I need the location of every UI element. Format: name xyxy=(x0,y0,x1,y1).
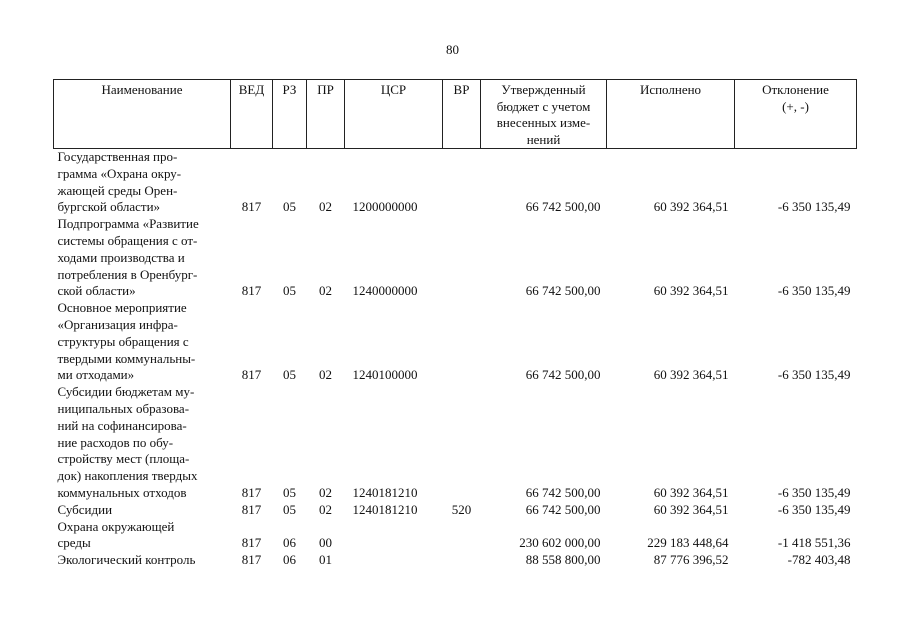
row-deviation: -6 350 135,49 xyxy=(777,501,851,517)
row-csr: 1240000000 xyxy=(352,283,418,299)
row-pr: 00 xyxy=(319,535,332,551)
header-rz: РЗ xyxy=(273,80,307,149)
row-deviation: -1 418 551,36 xyxy=(777,535,851,551)
row-pr: 01 xyxy=(319,552,332,568)
row-vr xyxy=(443,552,481,569)
row-pr: 02 xyxy=(319,484,332,500)
row-rz: 05 xyxy=(283,484,296,500)
table-row xyxy=(54,552,857,569)
row-name: Государственная про- грамма «Охрана окру- жающей среды Орен- бургской области» xyxy=(57,149,182,215)
header-approved: Утвержденный бюджет с учетом внесенных изме- нений xyxy=(481,80,607,149)
table-body xyxy=(54,149,857,569)
row-rz: 05 xyxy=(283,283,296,299)
header-executed: Исполнено xyxy=(607,80,735,149)
table-header xyxy=(54,80,857,149)
row-vr xyxy=(443,519,481,553)
row-vr xyxy=(443,216,481,300)
row-name: Основное мероприятие «Организация инфра- структуры обращения с твердыми коммунальны- ми отходами» xyxy=(57,300,196,383)
row-executed: 60 392 364,51 xyxy=(653,283,729,299)
row-rz: 05 xyxy=(283,367,296,383)
row-name: Субсидии бюджетам му- ниципальных образова- ний на софинансирова- ние расходов по обу- стройству мест (площа- док) накопления твердых коммунальных отходов xyxy=(57,384,198,500)
row-ved: 817 xyxy=(241,484,262,500)
row-rz: 05 xyxy=(283,501,296,517)
row-executed: 60 392 364,51 xyxy=(653,501,729,517)
row-executed: 87 776 396,52 xyxy=(653,552,729,568)
header-pr: ПР xyxy=(307,80,345,149)
row-ved: 817 xyxy=(241,535,262,551)
row-csr xyxy=(345,519,443,553)
table-row xyxy=(54,502,857,519)
row-ved: 817 xyxy=(241,501,262,517)
budget-execution-table xyxy=(53,79,857,569)
header-vr: ВР xyxy=(443,80,481,149)
header-csr: ЦСР xyxy=(345,80,443,149)
row-vr xyxy=(443,149,481,217)
header-name: Наименование xyxy=(54,80,231,149)
row-csr: 1240181210 xyxy=(352,501,418,517)
row-csr xyxy=(345,552,443,569)
row-csr: 1240181210 xyxy=(352,484,418,500)
table-row xyxy=(54,300,857,384)
table-row xyxy=(54,216,857,300)
row-deviation: -6 350 135,49 xyxy=(777,367,851,383)
table-row xyxy=(54,384,857,502)
row-deviation: -6 350 135,49 xyxy=(777,484,851,500)
row-name: Экологический контроль xyxy=(57,552,196,568)
row-executed: 60 392 364,51 xyxy=(653,367,729,383)
row-ved: 817 xyxy=(241,283,262,299)
row-vr xyxy=(443,384,481,502)
row-csr: 1240100000 xyxy=(352,367,418,383)
row-ved: 817 xyxy=(241,367,262,383)
row-name: Охрана окружающей среды xyxy=(57,518,175,551)
row-approved: 66 742 500,00 xyxy=(525,484,601,500)
row-rz: 06 xyxy=(283,535,296,551)
row-deviation: -6 350 135,49 xyxy=(777,283,851,299)
row-rz: 05 xyxy=(283,199,296,215)
table-row xyxy=(54,519,857,553)
row-executed: 229 183 448,64 xyxy=(647,535,729,551)
row-vr xyxy=(443,300,481,384)
table-row xyxy=(54,149,857,217)
row-pr: 02 xyxy=(319,367,332,383)
row-approved: 66 742 500,00 xyxy=(525,367,601,383)
row-ved: 817 xyxy=(241,199,262,215)
row-executed: 60 392 364,51 xyxy=(653,199,729,215)
header-row xyxy=(54,80,857,149)
row-approved: 66 742 500,00 xyxy=(525,283,601,299)
row-approved: 88 558 800,00 xyxy=(525,552,601,568)
row-name: Подпрограмма «Развитие системы обращения с от- ходами производства и потребления в Оренбург- ской области» xyxy=(57,216,199,299)
page-number: 80 xyxy=(446,42,459,57)
row-deviation: -782 403,48 xyxy=(787,552,851,568)
header-ved: ВЕД xyxy=(231,80,273,149)
row-ved: 817 xyxy=(241,552,262,568)
row-pr: 02 xyxy=(319,283,332,299)
row-deviation: -6 350 135,49 xyxy=(777,199,851,215)
row-approved: 230 602 000,00 xyxy=(519,535,601,551)
row-approved: 66 742 500,00 xyxy=(525,199,601,215)
row-name: Субсидии xyxy=(57,501,113,517)
header-deviation: Отклонение (+, -) xyxy=(735,80,857,149)
row-rz: 06 xyxy=(283,552,296,568)
row-csr: 1200000000 xyxy=(352,199,418,215)
row-pr: 02 xyxy=(319,199,332,215)
row-executed: 60 392 364,51 xyxy=(653,484,729,500)
row-vr: 520 xyxy=(451,501,472,517)
row-approved: 66 742 500,00 xyxy=(525,501,601,517)
row-pr: 02 xyxy=(319,501,332,517)
